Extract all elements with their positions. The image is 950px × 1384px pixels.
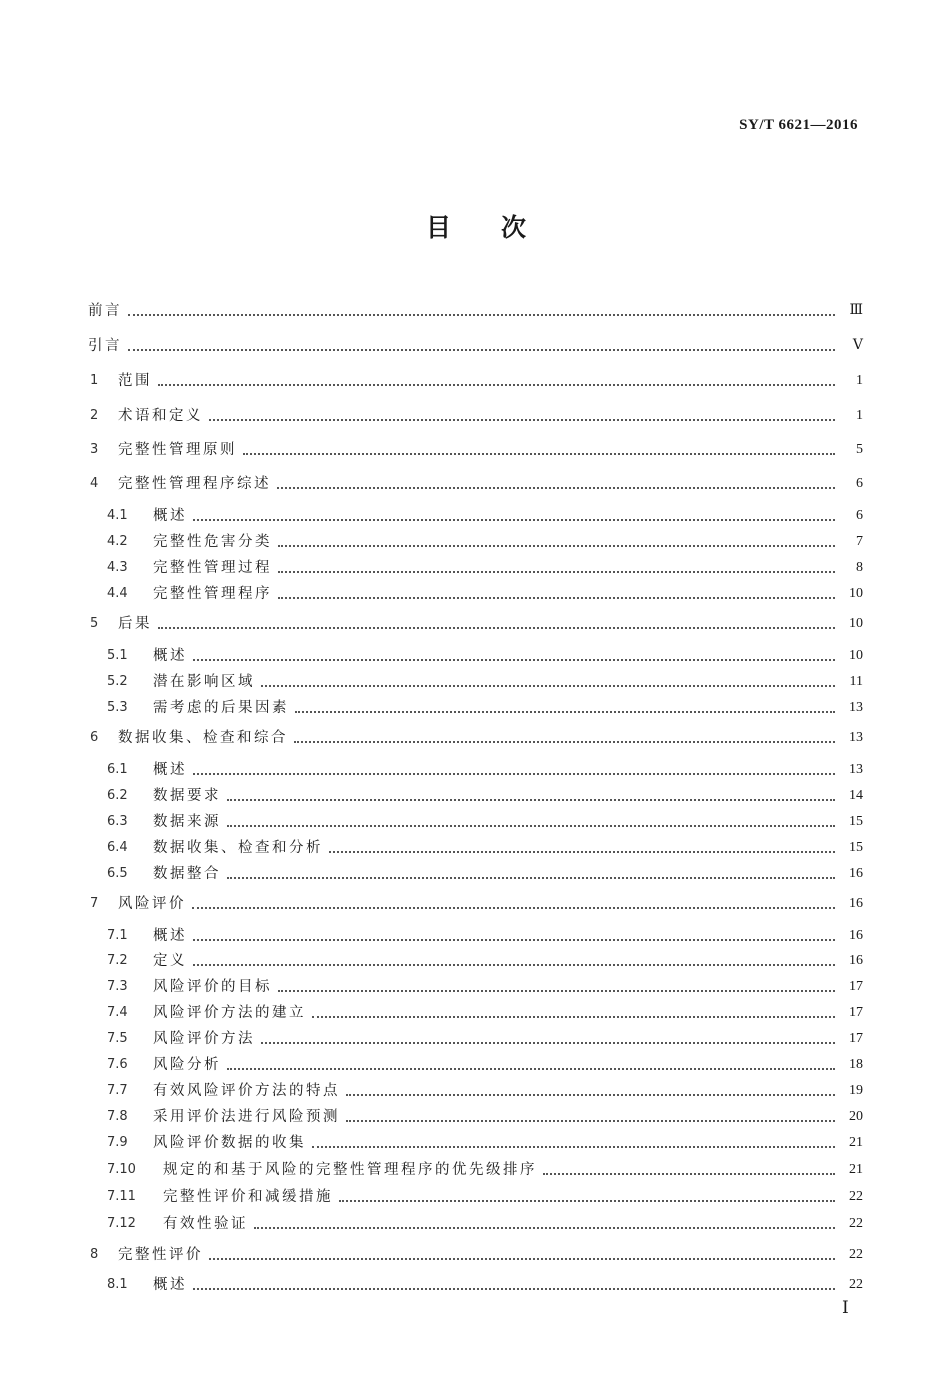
dot-leader [278, 596, 835, 599]
toc-entry-page: 20 [849, 1109, 863, 1124]
dot-leader [193, 1287, 835, 1290]
toc-entry-page: 7 [856, 534, 863, 549]
toc-entry[interactable] [88, 527, 863, 551]
toc-entry[interactable] [88, 1102, 863, 1126]
dot-leader [128, 348, 835, 351]
toc-entry[interactable] [88, 807, 863, 831]
toc-entry-page: 15 [849, 840, 863, 855]
toc-entry-number: 7.10 [107, 1162, 136, 1177]
toc-entry-title: 概述 [153, 508, 187, 524]
dot-leader [312, 1015, 835, 1018]
toc-entry-title: 完整性管理原则 [118, 442, 237, 458]
dot-leader [128, 313, 835, 316]
dot-leader [329, 850, 835, 853]
toc-entry[interactable] [88, 859, 863, 883]
toc-entry-title: 完整性管理程序 [153, 586, 272, 602]
toc-entry[interactable] [88, 1182, 863, 1206]
toc-entry-title: 概述 [153, 762, 187, 778]
dot-leader [227, 1067, 835, 1070]
toc-entry-page: 16 [849, 928, 863, 943]
toc-entry[interactable] [88, 1050, 863, 1074]
toc-entry-number: 7.1 [107, 928, 128, 943]
toc-entry-number: 7.8 [107, 1109, 128, 1124]
toc-entry-number: 6.4 [107, 840, 128, 855]
dot-leader [294, 740, 835, 743]
page-title: 目次 [425, 213, 576, 242]
toc-entry[interactable] [88, 946, 863, 970]
toc-entry-number: 7.11 [107, 1189, 136, 1204]
dot-leader [192, 906, 835, 909]
toc-entry-title: 术语和定义 [118, 408, 203, 424]
toc-entry-title: 概述 [153, 1277, 187, 1293]
page-number: Ⅰ [842, 1298, 849, 1317]
toc-entry-page: 10 [849, 616, 863, 631]
toc-entry-title: 风险评价数据的收集 [153, 1135, 306, 1151]
dot-leader [346, 1119, 835, 1122]
dot-leader [543, 1172, 835, 1175]
toc-entry[interactable] [88, 579, 863, 603]
toc-entry[interactable] [88, 296, 863, 320]
toc-entry-page: 21 [849, 1135, 863, 1150]
toc-entry-page: 21 [849, 1162, 863, 1177]
toc-entry-number: 7 [90, 896, 99, 911]
toc-entry-number: 4.1 [107, 508, 128, 523]
toc-entry[interactable] [88, 1076, 863, 1100]
toc-entry-page: 13 [849, 700, 863, 715]
toc-entry[interactable] [88, 553, 863, 577]
dot-leader [346, 1093, 835, 1096]
toc-entry-title: 范围 [118, 373, 152, 389]
dot-leader [295, 710, 835, 713]
toc-entry[interactable] [88, 1155, 863, 1179]
toc-entry-number: 6.2 [107, 788, 128, 803]
dot-leader [227, 876, 835, 879]
toc-entry-title: 完整性危害分类 [153, 534, 272, 550]
toc-entry-page: 18 [849, 1057, 863, 1072]
toc-entry-number: 4 [90, 476, 99, 491]
toc-entry-title: 风险分析 [153, 1057, 221, 1073]
dot-leader [227, 798, 835, 801]
dot-leader [278, 570, 835, 573]
toc-entry-title: 风险评价方法的建立 [153, 1005, 306, 1021]
toc-entry-page: 10 [849, 586, 863, 601]
dot-leader [261, 1041, 835, 1044]
toc-entry[interactable] [88, 723, 863, 747]
toc-entry-page: 22 [849, 1247, 863, 1262]
dot-leader [193, 963, 835, 966]
toc-entry-title: 前言 [88, 303, 122, 319]
toc-entry[interactable] [88, 1209, 863, 1233]
toc-entry-title: 定义 [153, 953, 187, 969]
toc-entry-title: 规定的和基于风险的完整性管理程序的优先级排序 [163, 1162, 537, 1178]
toc-entry[interactable] [88, 667, 863, 691]
dot-leader [193, 658, 835, 661]
toc-entry-title: 风险评价 [118, 896, 186, 912]
dot-leader [312, 1145, 835, 1148]
toc-entry-number: 2 [90, 408, 99, 423]
toc-entry[interactable] [88, 641, 863, 665]
toc-entry[interactable] [88, 401, 863, 425]
toc-entry-title: 潜在影响区域 [153, 674, 255, 690]
toc-entry-page: 19 [849, 1083, 863, 1098]
toc-entry-title: 数据来源 [153, 814, 221, 830]
dot-leader [278, 544, 835, 547]
toc-entry-title: 数据收集、检查和综合 [118, 730, 288, 746]
toc-entry-number: 8.1 [107, 1277, 128, 1292]
toc-entry-page: 22 [849, 1277, 863, 1292]
dot-leader [277, 486, 835, 489]
toc-entry-page: 17 [849, 1031, 863, 1046]
toc-entry[interactable] [88, 366, 863, 390]
toc-entry[interactable] [88, 331, 863, 355]
toc-entry-title: 概述 [153, 648, 187, 664]
dot-leader [193, 772, 835, 775]
toc-entry-number: 4.2 [107, 534, 128, 549]
toc-entry-page: 8 [856, 560, 863, 575]
toc-entry-title: 后果 [118, 616, 152, 632]
toc-entry-page: 6 [856, 476, 863, 491]
dot-leader [227, 824, 835, 827]
toc-entry-number: 6.3 [107, 814, 128, 829]
toc-entry-number: 6 [90, 730, 99, 745]
dot-leader [254, 1226, 835, 1229]
toc-entry-number: 6.1 [107, 762, 128, 777]
toc-entry-page: 16 [849, 866, 863, 881]
toc-entry[interactable] [88, 609, 863, 633]
toc-entry-number: 5.1 [107, 648, 128, 663]
dot-leader [243, 452, 835, 455]
toc-entry-number: 7.12 [107, 1216, 136, 1231]
toc-entry[interactable] [88, 889, 863, 913]
toc-entry-page: 22 [849, 1216, 863, 1231]
toc-entry-number: 8 [90, 1247, 99, 1262]
toc-entry[interactable] [88, 833, 863, 857]
dot-leader [209, 418, 835, 421]
toc-entry-number: 1 [90, 373, 99, 388]
toc-entry-title: 完整性评价 [118, 1247, 203, 1263]
toc-entry-number: 7.7 [107, 1083, 128, 1098]
toc-entry-number: 7.6 [107, 1057, 128, 1072]
toc-entry-page: 22 [849, 1189, 863, 1204]
toc-entry[interactable] [88, 469, 863, 493]
toc-entry-title: 需考虑的后果因素 [153, 700, 289, 716]
dot-leader [158, 626, 835, 629]
toc-entry-title: 概述 [153, 928, 187, 944]
toc-entry-title: 完整性管理程序综述 [118, 476, 271, 492]
toc-entry-title: 采用评价法进行风险预测 [153, 1109, 340, 1125]
toc-entry[interactable] [88, 998, 863, 1022]
toc-entry-title: 有效性验证 [163, 1216, 248, 1232]
toc-entry-number: 7.2 [107, 953, 128, 968]
toc-entry-page: 14 [849, 788, 863, 803]
toc-entry-number: 7.4 [107, 1005, 128, 1020]
toc-entry-page: 6 [856, 508, 863, 523]
toc-entry[interactable] [88, 1270, 863, 1294]
toc-entry-title: 完整性评价和减缓措施 [163, 1189, 333, 1205]
standard-code: SY/T 6621—2016 [739, 117, 858, 133]
toc-entry-number: 4.4 [107, 586, 128, 601]
toc-entry-page: Ⅴ [852, 338, 863, 353]
dot-leader [193, 938, 835, 941]
toc-entry-number: 5.2 [107, 674, 128, 689]
toc-entry-title: 风险评价方法 [153, 1031, 255, 1047]
toc-entry-number: 3 [90, 442, 99, 457]
toc-entry[interactable] [88, 755, 863, 779]
toc-entry[interactable] [88, 921, 863, 945]
toc-entry-number: 4.3 [107, 560, 128, 575]
toc-entry-page: 1 [856, 373, 863, 388]
toc-entry[interactable] [88, 972, 863, 996]
toc-entry-title: 数据收集、检查和分析 [153, 840, 323, 856]
toc-entry-page: 16 [849, 953, 863, 968]
toc-entry-title: 引言 [88, 338, 122, 354]
toc-entry-title: 数据整合 [153, 866, 221, 882]
toc-entry[interactable] [88, 781, 863, 805]
toc-entry[interactable] [88, 1240, 863, 1264]
toc-entry[interactable] [88, 1128, 863, 1152]
dot-leader [209, 1257, 835, 1260]
toc-entry-page: 17 [849, 1005, 863, 1020]
dot-leader [193, 518, 835, 521]
toc-entry[interactable] [88, 501, 863, 525]
toc-entry[interactable] [88, 1024, 863, 1048]
toc-entry[interactable] [88, 693, 863, 717]
toc-entry-page: 16 [849, 896, 863, 911]
toc-entry-page: Ⅲ [849, 303, 863, 318]
toc-entry-number: 5 [90, 616, 99, 631]
toc-entry-page: 13 [849, 730, 863, 745]
dot-leader [158, 383, 835, 386]
toc-entry-page: 15 [849, 814, 863, 829]
toc-entry-title: 数据要求 [153, 788, 221, 804]
toc-entry-number: 7.5 [107, 1031, 128, 1046]
toc-entry-page: 5 [856, 442, 863, 457]
toc-entry[interactable] [88, 435, 863, 459]
toc-entry-page: 1 [856, 408, 863, 423]
toc-entry-page: 11 [849, 674, 863, 689]
toc-entry-title: 有效风险评价方法的特点 [153, 1083, 340, 1099]
toc-entry-title: 完整性管理过程 [153, 560, 272, 576]
toc-entry-number: 7.3 [107, 979, 128, 994]
table-of-contents [88, 0, 863, 1384]
dot-leader [278, 989, 835, 992]
toc-entry-page: 13 [849, 762, 863, 777]
dot-leader [261, 684, 835, 687]
toc-entry-title: 风险评价的目标 [153, 979, 272, 995]
toc-entry-number: 6.5 [107, 866, 128, 881]
toc-entry-number: 5.3 [107, 700, 128, 715]
toc-entry-page: 17 [849, 979, 863, 994]
toc-entry-number: 7.9 [107, 1135, 128, 1150]
dot-leader [339, 1199, 835, 1202]
toc-entry-page: 10 [849, 648, 863, 663]
